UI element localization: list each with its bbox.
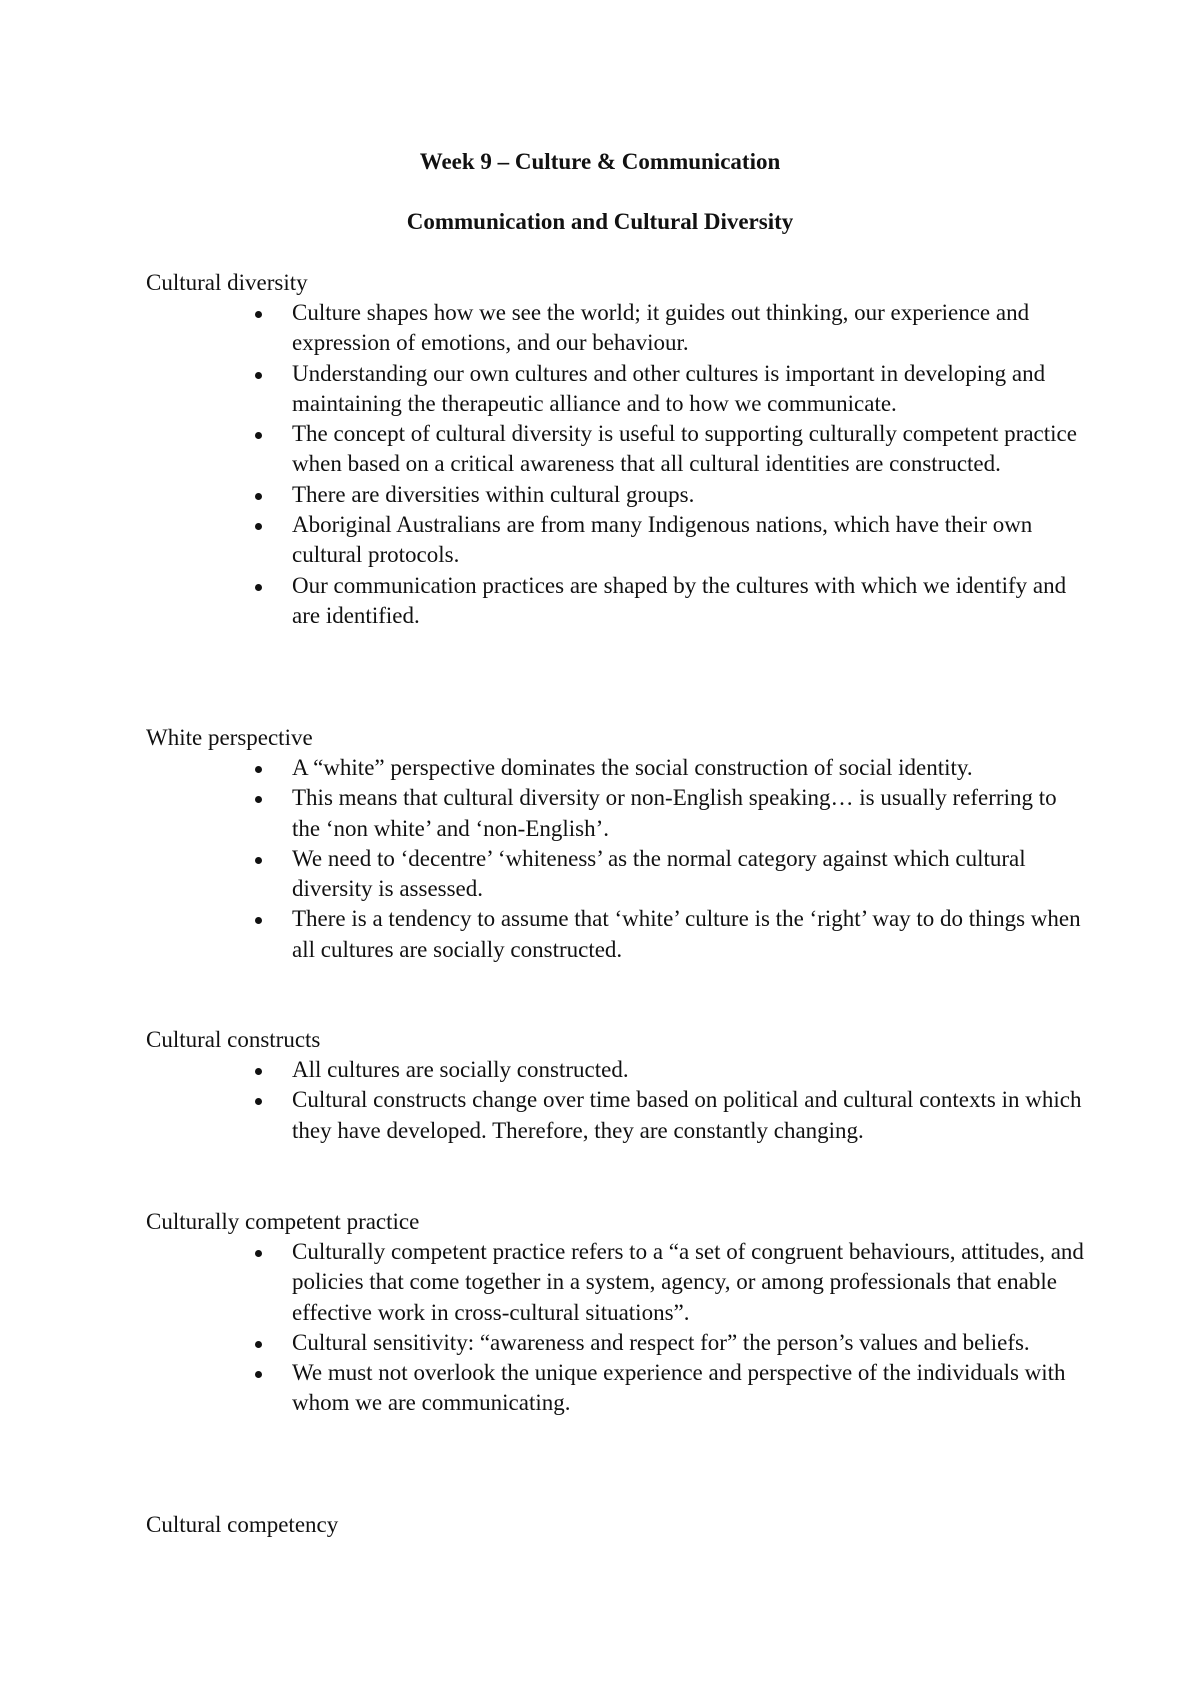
bullet-text: Aboriginal Australians are from many Indigenous nations, which have their own cultural protocols. bbox=[292, 512, 1033, 568]
bullet-dot-icon bbox=[255, 1341, 262, 1348]
bullet-dot-icon bbox=[255, 917, 262, 924]
bullet-item bbox=[292, 419, 1086, 480]
section-culturally-competent-practice bbox=[146, 1207, 1086, 1419]
bullet-text: Culturally competent practice refers to a “a set of congruent behaviours, attitudes, and policies that come together in a system, agency, or among professionals that enable effective work in cross-cultural situations”. bbox=[292, 1239, 1084, 1325]
bullet-item bbox=[292, 844, 1086, 905]
bullet-dot-icon bbox=[255, 493, 262, 500]
section-cultural-diversity bbox=[146, 268, 1086, 631]
bullet-text: All cultures are socially constructed. bbox=[292, 1057, 629, 1082]
bullet-dot-icon bbox=[255, 372, 262, 379]
bullet-dot-icon bbox=[255, 1098, 262, 1105]
bullet-text: We need to ‘decentre’ ‘whiteness’ as the normal category against which cultural diversity is assessed. bbox=[292, 845, 1026, 902]
bullet-item bbox=[292, 1055, 1086, 1085]
bullet-dot-icon bbox=[255, 766, 262, 773]
bullet-text: We must not overlook the unique experience and perspective of the individuals with whom we are communicating. bbox=[292, 1360, 1066, 1416]
bullet-text: The concept of cultural diversity is useful to supporting culturally competent practice when based on a critical awareness that all cultural identities are constructed. bbox=[292, 421, 1077, 477]
bullet-item bbox=[292, 359, 1086, 420]
document-title: Week 9 – Culture & Communication bbox=[419, 149, 781, 174]
bullet-item bbox=[292, 904, 1086, 965]
bullet-text: There are diversities within cultural groups. bbox=[292, 481, 695, 507]
bullet-list bbox=[146, 1055, 1086, 1146]
bullet-item bbox=[292, 480, 1086, 510]
bullet-dot-icon bbox=[255, 1250, 262, 1257]
bullet-dot-icon bbox=[255, 523, 262, 530]
bullet-list bbox=[146, 1237, 1086, 1419]
document-subtitle: Communication and Cultural Diversity bbox=[406, 209, 794, 234]
bullet-text: There is a tendency to assume that ‘white’ culture is the ‘right’ way to do things when all cultures are socially constructed. bbox=[292, 906, 1081, 962]
bullet-dot-icon bbox=[255, 796, 262, 803]
section-heading: Culturally competent practice bbox=[146, 1209, 420, 1234]
bullet-dot-icon bbox=[255, 311, 262, 318]
bullet-text: This means that cultural diversity or non-English speaking… is usually referring to the ‘non white’ and ‘non-English’. bbox=[292, 785, 1057, 841]
bullet-text: A “white” perspective dominates the social construction of social identity. bbox=[292, 755, 973, 780]
bullet-dot-icon bbox=[255, 857, 262, 864]
bullet-dot-icon bbox=[255, 1371, 262, 1378]
bullet-item bbox=[292, 298, 1086, 359]
bullet-text: Our communication practices are shaped by the cultures with which we identify and are identified. bbox=[292, 572, 1067, 628]
bullet-item bbox=[292, 753, 1086, 783]
bullet-text: Cultural constructs change over time based on political and cultural contexts in which they have developed. Therefore, they are constantly changing. bbox=[292, 1087, 1082, 1143]
bullet-item bbox=[292, 783, 1086, 844]
section-cultural-competency bbox=[146, 1510, 1086, 1540]
bullet-list bbox=[146, 753, 1086, 965]
bullet-item bbox=[292, 571, 1086, 632]
bullet-list bbox=[146, 298, 1086, 631]
bullet-text: Cultural sensitivity: “awareness and respect for” the person’s values and beliefs. bbox=[292, 1329, 1030, 1355]
bullet-dot-icon bbox=[255, 432, 262, 439]
bullet-item bbox=[292, 1328, 1086, 1358]
bullet-text: Culture shapes how we see the world; it guides out thinking, our experience and expression of emotions, and our behaviour. bbox=[292, 300, 1030, 356]
section-white-perspective bbox=[146, 723, 1086, 965]
bullet-text: Understanding our own cultures and other cultures is important in developing and maintaining the therapeutic alliance and to how we communicate. bbox=[292, 360, 1046, 416]
section-cultural-constructs bbox=[146, 1025, 1086, 1146]
bullet-item bbox=[292, 510, 1086, 571]
bullet-dot-icon bbox=[255, 1068, 262, 1075]
section-heading: Cultural constructs bbox=[146, 1027, 321, 1052]
section-heading: Cultural diversity bbox=[146, 270, 308, 295]
bullet-item bbox=[292, 1237, 1086, 1328]
bullet-item bbox=[292, 1358, 1086, 1419]
section-heading: White perspective bbox=[146, 725, 313, 750]
bullet-item bbox=[292, 1085, 1086, 1146]
section-heading: Cultural competency bbox=[146, 1512, 339, 1537]
bullet-dot-icon bbox=[255, 584, 262, 591]
